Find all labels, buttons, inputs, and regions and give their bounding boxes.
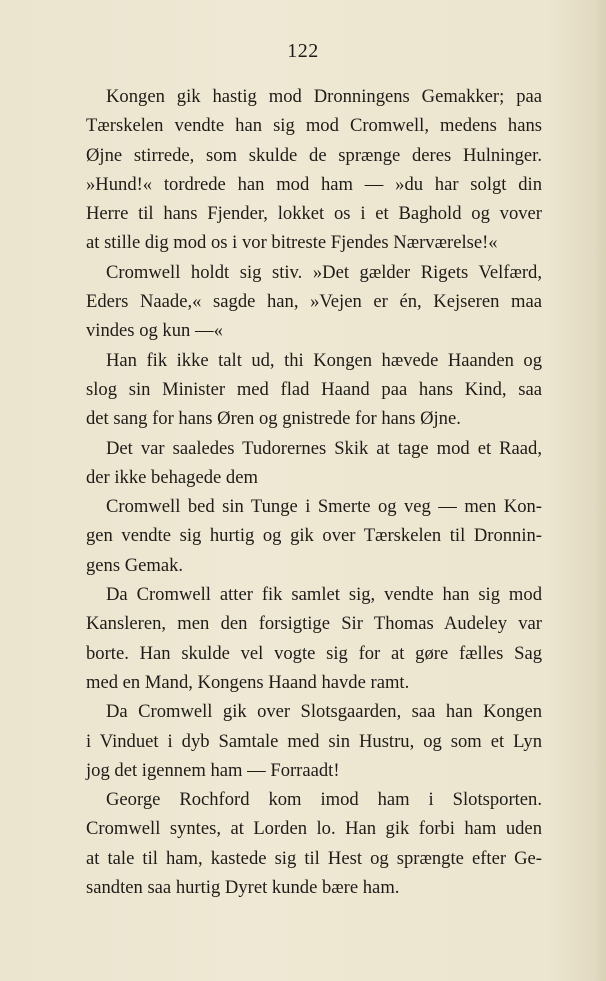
text-line: gen vendte sig hurtig og gik over Tærskelen til Dronnin- — [86, 525, 542, 547]
page-number: 122 — [287, 40, 319, 62]
text-line: Han fik ikke talt ud, thi Kongen hævede Haanden og — [106, 349, 542, 371]
text-line: slog sin Minister med flad Haand paa hans Kind, saa — [86, 378, 542, 400]
text-line: der ikke behagede dem — [86, 466, 258, 488]
text-line: George Rochford kom imod ham i Slotsporten. — [106, 789, 542, 811]
text-line: det sang for hans Øren og gnistrede for hans Øjne. — [86, 408, 461, 430]
text-line: jog det igennem ham — Forraadt! — [86, 759, 340, 781]
text-line: Herre til hans Fjender, lokket os i et Baghold og vover — [86, 203, 542, 225]
text-line: Eders Naade,« sagde han, »Vejen er én, Kejseren maa — [86, 291, 542, 313]
text-line: borte. Han skulde vel vogte sig for at gøre fælles Sag — [86, 642, 542, 664]
text-line: med en Mand, Kongens Haand havde ramt. — [86, 671, 410, 693]
text-line: Cromwell holdt sig stiv. »Det gælder Rigets Velfærd, — [106, 261, 542, 283]
text-line: i Vinduet i dyb Samtale med sin Hustru, og som et Lyn — [86, 730, 542, 752]
text-line: Kansleren, men den forsigtige Sir Thomas Audeley var — [86, 613, 542, 635]
text-line: at stille dig mod os i vor bitreste Fjendes Nærværelse!« — [86, 232, 498, 254]
text-line: Tærskelen vendte han sig mod Cromwell, medens hans — [86, 115, 542, 137]
text-line: Kongen gik hastig mod Dronningens Gemakker; paa — [106, 86, 542, 107]
text-line: at tale til ham, kastede sig til Hest og sprængte efter Ge- — [86, 847, 542, 869]
text-line: Cromwell bed sin Tunge i Smerte og veg — men Kon- — [106, 496, 542, 518]
text-line: »Hund!« tordrede han mod ham — »du har solgt din — [86, 173, 542, 195]
body-text — [86, 82, 542, 902]
text-line: Det var saaledes Tudorernes Skik at tage mod et Raad, — [106, 437, 542, 459]
text-line: vindes og kun —« — [86, 320, 223, 342]
text-line: Øjne stirrede, som skulde de sprænge deres Hulninger. — [86, 144, 542, 166]
text-line: sandten saa hurtig Dyret kunde bære ham. — [86, 877, 400, 899]
text-line: Cromwell syntes, at Lorden lo. Han gik forbi ham uden — [86, 818, 542, 840]
text-line: Da Cromwell atter fik samlet sig, vendte han sig mod — [106, 584, 542, 606]
text-line: Da Cromwell gik over Slotsgaarden, saa han Kongen — [106, 701, 542, 723]
text-line: gens Gemak. — [86, 554, 184, 576]
